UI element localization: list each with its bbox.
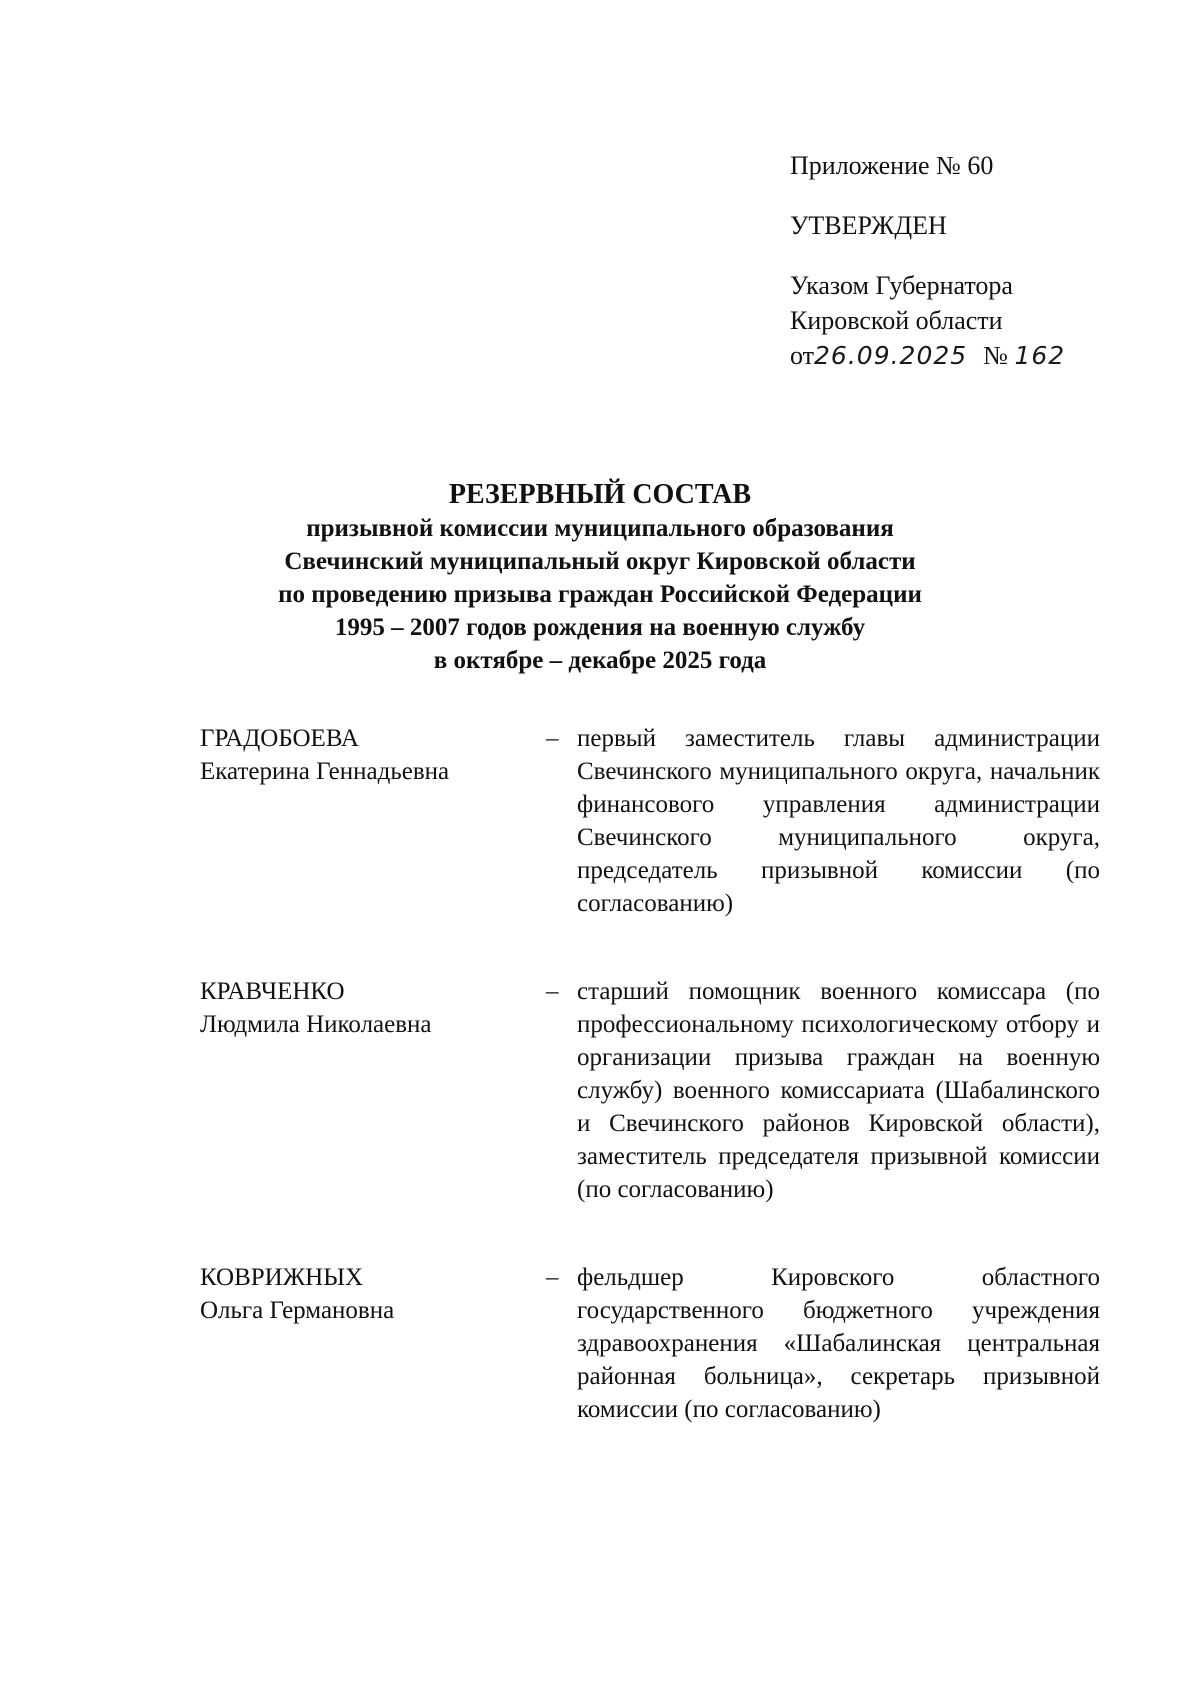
approved-by-line-2: Кировской области [790,306,1003,335]
title-subline: призывной комиссии муниципального образования [306,515,894,542]
approval-block [790,148,1170,373]
decree-date-handwritten: 26.09.2025 [814,341,968,370]
member-surname: ГРАДОБОЕВА [200,725,359,752]
member-name [200,1261,530,1327]
appendix-number: Приложение № 60 [790,151,994,180]
title-subline: по проведению призыва граждан Российской Федерации [278,581,922,608]
approved-by-line-1: Указом Губернатора [790,271,1013,300]
title-subline: 1995 – 2007 годов рождения на военную службу [334,614,866,641]
member-dash: – [546,978,559,1005]
member-surname: КРАВЧЕНКО [200,978,345,1005]
member-name [200,722,530,788]
decree-number-sign: № [983,341,1008,370]
member-given-names: Ольга Германовна [200,1297,395,1324]
member-given-names: Екатерина Геннадьевна [200,758,450,785]
approved-stamp-text: УТВЕРЖДЕН [790,211,947,240]
member-surname: КОВРИЖНЫХ [200,1264,364,1291]
decree-reference [790,338,1170,373]
member-entry [200,722,1100,920]
member-entry [200,1261,1100,1426]
decree-from-prefix: от [790,341,815,370]
title-subline: Свечинский муниципальный округ Кировской области [284,548,916,575]
title-subline: в октябре – декабре 2025 года [433,647,767,674]
member-dash: – [546,1264,559,1291]
member-entry [200,975,1100,1206]
title-main: РЕЗЕРВНЫЙ СОСТАВ [448,479,752,510]
member-role: старший помощник военного комиссара (по профессиональному психологическому отбору и организации призыва граждан на военную службу) военного комиссариата (Шабалинского и Свечинского районов Кировской области), заместитель председателя призывной комиссии (по согласованию) [577,978,1100,1203]
document-title [0,478,1200,677]
decree-number-handwritten: 162 [1014,341,1066,370]
member-given-names: Людмила Николаевна [200,1011,432,1038]
member-role: первый заместитель главы администрации Свечинского муниципального округа, начальник финансового управления администрации Свечинского муниципального округа, председатель призывной комиссии (по согласованию) [577,725,1100,917]
members-list [200,722,1100,1426]
member-name [200,975,530,1041]
member-dash: – [546,725,559,752]
member-role: фельдшер Кировского областного государственного бюджетного учреждения здравоохранения «Шабалинская центральная районная больница», секретарь призывной комиссии (по согласованию) [577,1264,1100,1423]
